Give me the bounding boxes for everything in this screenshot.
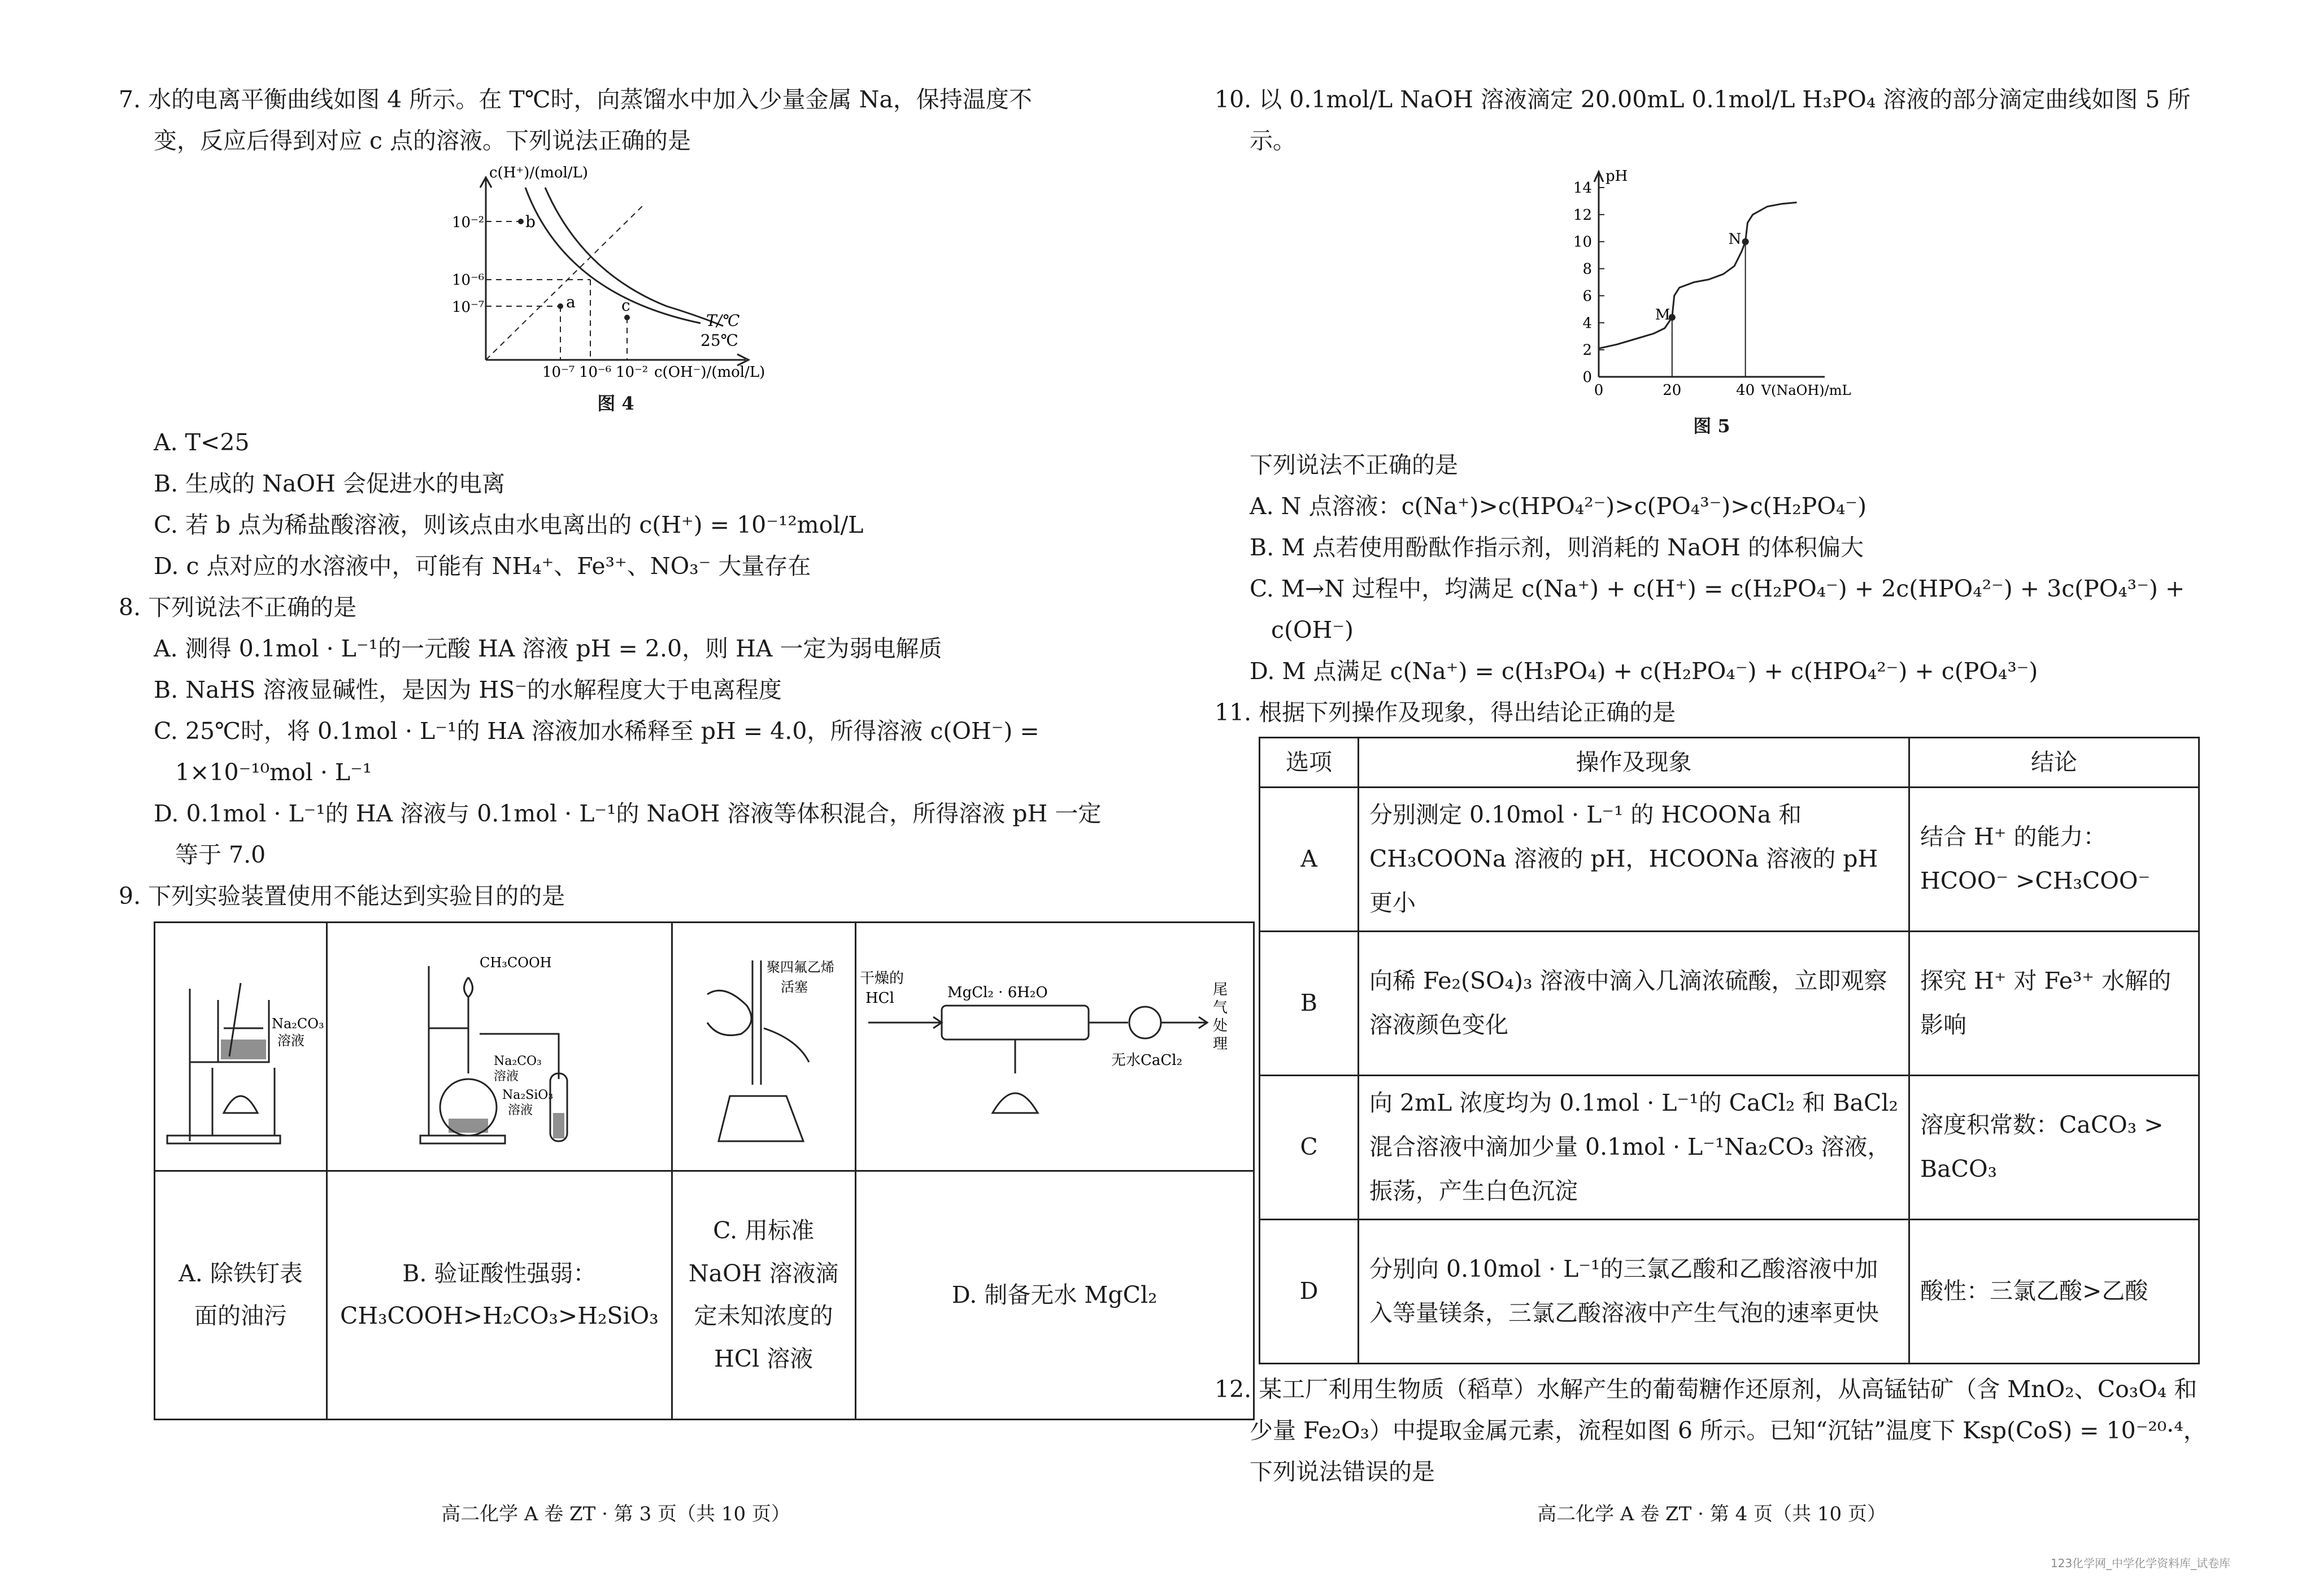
apparatus-b-label: CH₃COOH — [479, 955, 552, 971]
apparatus-b-label: 溶液 — [507, 1103, 533, 1117]
apparatus-d-label: HCl — [865, 990, 894, 1007]
q9-option-c: C. 用标准 NaOH 溶液滴定未知浓度的 HCl 溶液 — [672, 1171, 855, 1419]
q11-row-operation: 分别向 0.10mol · L⁻¹的三氯乙酸和乙酸溶液中加入等量镁条，三氯乙酸溶液中产生气泡的速率更快 — [1359, 1220, 1909, 1364]
titration-curve-line — [1599, 202, 1797, 349]
q8-option-c: C. 25℃时，将 0.1mol · L⁻¹的 HA 溶液加水稀释至 pH = 4.0，所得溶液 c(OH⁻) = 1×10⁻¹⁰mol · L⁻¹ — [154, 717, 1039, 786]
fig4-xtick: 10⁻² — [616, 363, 649, 380]
q11-row-option: B — [1260, 932, 1359, 1076]
x-axis-label: V(NaOH)/mL — [1761, 382, 1851, 398]
page-3 — [119, 79, 1228, 1420]
curve-label-25: 25℃ — [701, 330, 738, 350]
q11-row-option: C — [1260, 1076, 1359, 1220]
figure-4-caption: 图 4 — [597, 392, 634, 414]
q12-stem: 12. 某工厂利用生物质（稻草）水解产生的葡萄糖作还原剂，从高锰钴矿（含 MnO₂、Co₃O₄ 和少量 Fe₂O₃）中提取金属元素，流程如图 6 所示。已知“沉钴”温度下 Ksp(CoS) = 10⁻²⁰·⁴，下列说法错误的是 — [1215, 1376, 2207, 1485]
apparatus-c-drawing — [673, 927, 854, 1153]
q11-header-option: 选项 — [1260, 738, 1359, 788]
y-tick-label: 12 — [1573, 206, 1592, 224]
titration-curve-chart — [1554, 165, 1870, 402]
water-ionization-chart — [441, 165, 791, 380]
q10-sub-stem: 下列说法不正确的是 — [1250, 451, 1458, 479]
q11-row-operation: 向稀 Fe₂(SO₄)₃ 溶液中滴入几滴浓硫酸，立即观察溶液颜色变化 — [1359, 932, 1909, 1076]
q11-row-option: A — [1260, 788, 1359, 932]
q8-stem: 8. 下列说法不正确的是 — [119, 594, 357, 621]
point-label-N: N — [1728, 231, 1742, 248]
q10-stem: 10. 以 0.1mol/L NaOH 溶液滴定 20.00mL 0.1mol/L H₃PO₄ 溶液的部分滴定曲线如图 5 所示。 — [1215, 86, 2191, 154]
table-row — [1260, 788, 2199, 932]
apparatus-b-drawing — [417, 927, 581, 1153]
apparatus-d-drawing — [857, 927, 1252, 1153]
q9-option-a: A. 除铁钉表面的油污 — [155, 1171, 327, 1419]
y-tick-label: 0 — [1582, 368, 1592, 386]
apparatus-d-label: 尾 — [1212, 981, 1228, 998]
fig4-ytick: 10⁻² — [452, 214, 485, 231]
q9-stem: 9. 下列实验装置使用不能达到实验目的的是 — [119, 882, 565, 910]
fig4-xtick: 10⁻⁶ — [579, 363, 612, 380]
q7-option-c: C. 若 b 点为稀盐酸溶液，则该点由水电离出的 c(H⁺) = 10⁻¹²mol/L — [154, 511, 864, 539]
q10-option-c: C. M→N 过程中，均满足 c(Na⁺) + c(H⁺) = c(H₂PO₄⁻) + 2c(HPO₄²⁻) + 3c(PO₄³⁻) + c(OH⁻) — [1250, 575, 2185, 644]
apparatus-c — [672, 922, 855, 1171]
table-row — [1260, 1076, 2199, 1220]
apparatus-d — [855, 922, 1254, 1171]
y-tick-label: 10 — [1573, 233, 1592, 251]
q9-option-d: D. 制备无水 MgCl₂ — [855, 1171, 1254, 1419]
x-tick-label: 0 — [1594, 381, 1604, 399]
apparatus-b — [327, 922, 672, 1171]
apparatus-b-label: Na₂SiO₃ — [502, 1088, 553, 1102]
point-N — [1742, 238, 1749, 245]
q9-option-b: B. 验证酸性强弱：CH₃COOH>H₂CO₃>H₂SiO₃ — [327, 1171, 672, 1419]
apparatus-a-drawing — [156, 927, 325, 1153]
apparatus-c-label: 活塞 — [780, 979, 808, 995]
page-3-footer: 高二化学 A 卷 ZT · 第 3 页（共 10 页） — [441, 1503, 790, 1525]
fig4-xlabel: c(OH⁻)/(mol/L) — [654, 363, 765, 380]
fig4-ytick: 10⁻⁶ — [452, 271, 485, 289]
q8-option-d: D. 0.1mol · L⁻¹的 HA 溶液与 0.1mol · L⁻¹的 NaOH 溶液等体积混合，所得溶液 pH 一定等于 7.0 — [154, 800, 1102, 868]
figure-5 — [1215, 165, 2209, 437]
apparatus-c-label: 聚四氟乙烯 — [766, 959, 834, 975]
q10-option-a: A. N 点溶液：c(Na⁺)>c(HPO₄²⁻)>c(PO₄³⁻)>c(H₂PO₄⁻) — [1250, 493, 1867, 520]
q11-header-conclusion: 结论 — [1909, 738, 2199, 788]
apparatus-d-label: 气 — [1212, 999, 1228, 1016]
q11-row-conclusion: 探究 H⁺ 对 Fe³⁺ 水解的影响 — [1909, 932, 2199, 1076]
q11-header-operation: 操作及现象 — [1359, 738, 1909, 788]
q11-row-operation: 分别测定 0.10mol · L⁻¹ 的 HCOONa 和 CH₃COONa 溶液的 pH，HCOONa 溶液的 pH 更小 — [1359, 788, 1909, 932]
apparatus-b-label: Na₂CO₃ — [493, 1054, 542, 1068]
page-4-footer: 高二化学 A 卷 ZT · 第 4 页（共 10 页） — [1537, 1503, 1886, 1525]
apparatus-d-label: 无水CaCl₂ — [1111, 1052, 1182, 1069]
q7-option-b: B. 生成的 NaOH 会促进水的电离 — [154, 470, 505, 498]
point-c-label: c — [621, 295, 630, 315]
curve-label-T: T/℃ — [706, 311, 740, 330]
q8-option-b: B. NaHS 溶液显碱性，是因为 HS⁻的水解程度大于电离程度 — [154, 676, 782, 704]
q10-option-d: D. M 点满足 c(Na⁺) = c(H₃PO₄) + c(H₂PO₄⁻) + c(HPO₄²⁻) + c(PO₄³⁻) — [1250, 658, 2038, 685]
apparatus-b-label: 溶液 — [493, 1069, 519, 1084]
q11-row-option: D — [1260, 1220, 1359, 1364]
y-tick-label: 6 — [1582, 288, 1592, 305]
y-tick-label: 4 — [1582, 315, 1592, 332]
fig4-ylabel: c(H⁺)/(mol/L) — [489, 164, 588, 181]
q11-stem: 11. 根据下列操作及现象，得出结论正确的是 — [1215, 699, 1676, 727]
table-row — [1260, 932, 2199, 1076]
q11-row-conclusion: 溶度积常数：CaCO₃ > BaCO₃ — [1909, 1076, 2199, 1220]
fig4-ytick: 10⁻⁷ — [452, 298, 485, 316]
page-4 — [1212, 79, 2209, 1493]
q7-stem: 7. 水的电离平衡曲线如图 4 所示。在 T℃时，向蒸馏水中加入少量金属 Na，保持温度不 变，反应后得到对应 c 点的溶液。下列说法正确的是 — [119, 86, 1032, 154]
figure-4 — [119, 165, 1113, 414]
x-tick-label: 20 — [1663, 381, 1682, 399]
q10-option-b: B. M 点若使用酚酞作指示剂，则消耗的 NaOH 的体积偏大 — [1250, 534, 1864, 562]
fig4-xtick: 10⁻⁷ — [542, 363, 575, 380]
q7-option-d: D. c 点对应的水溶液中，可能有 NH₄⁺、Fe³⁺、NO₃⁻ 大量存在 — [154, 553, 811, 580]
x-tick-label: 40 — [1736, 381, 1755, 399]
q11-row-conclusion: 酸性：三氯乙酸>乙酸 — [1909, 1220, 2199, 1364]
q8-option-a: A. 测得 0.1mol · L⁻¹的一元酸 HA 溶液 pH = 2.0，则 HA 一定为弱电解质 — [154, 635, 942, 663]
q11-table — [1259, 737, 2200, 1364]
apparatus-d-label: MgCl₂ · 6H₂O — [947, 984, 1048, 1001]
q7-option-a: A. T<25 — [154, 429, 250, 456]
y-tick-label: 2 — [1582, 342, 1592, 359]
apparatus-a — [155, 922, 327, 1171]
figure-5-caption: 图 5 — [1693, 415, 1730, 437]
q9-apparatus-table — [154, 921, 1255, 1420]
apparatus-d-label: 干燥的 — [859, 970, 904, 987]
apparatus-d-label: 处 — [1212, 1017, 1228, 1034]
point-label-M: M — [1655, 306, 1670, 324]
q11-row-operation: 向 2mL 浓度均为 0.1mol · L⁻¹的 CaCl₂ 和 BaCl₂ 混合溶液中滴加少量 0.1mol · L⁻¹Na₂CO₃ 溶液，振荡，产生白色沉淀 — [1359, 1076, 1909, 1220]
apparatus-d-label: 理 — [1212, 1036, 1228, 1053]
table-row — [1260, 1220, 2199, 1364]
apparatus-a-label: Na₂CO₃ — [272, 1016, 324, 1032]
apparatus-a-label: 溶液 — [277, 1033, 304, 1049]
watermark: 123化学网_中学化学资料库_试卷库 — [2051, 1556, 2231, 1570]
y-axis-label: pH — [1606, 167, 1628, 185]
q11-row-conclusion: 结合 H⁺ 的能力：HCOO⁻ >CH₃COO⁻ — [1909, 788, 2199, 932]
point-a-label: a — [566, 292, 576, 311]
point-b-label: b — [525, 212, 536, 231]
y-tick-label: 8 — [1582, 260, 1592, 278]
y-tick-label: 14 — [1573, 179, 1592, 197]
